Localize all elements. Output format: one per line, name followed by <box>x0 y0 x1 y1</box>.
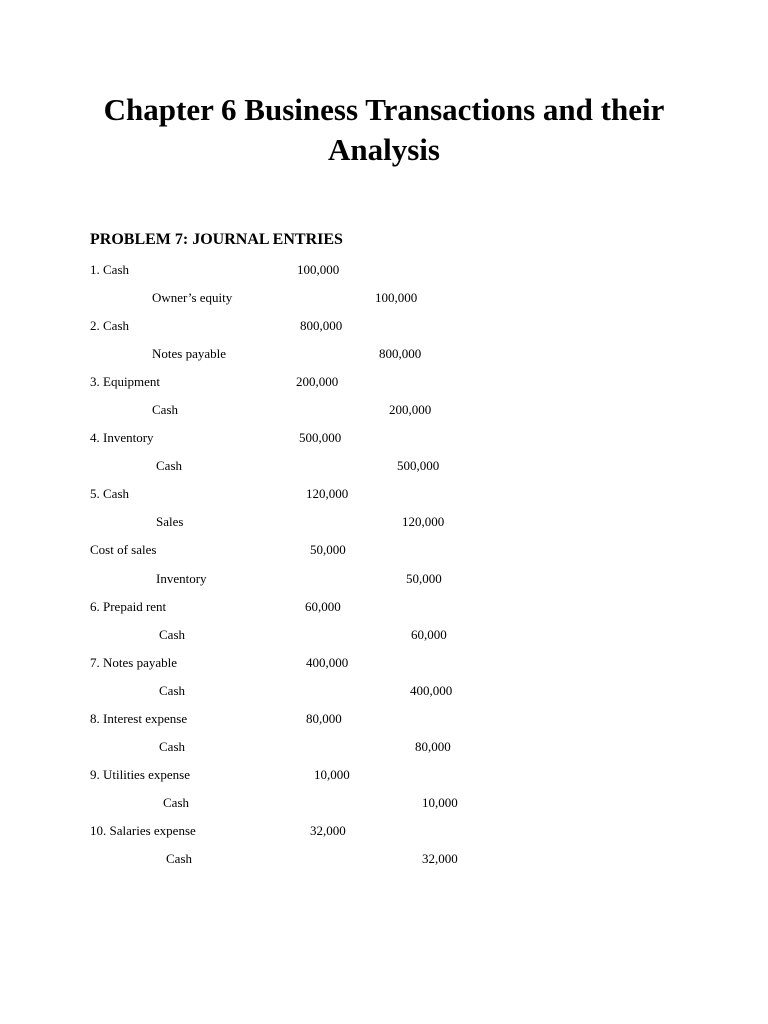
debit-account: 5. Cash <box>90 486 129 501</box>
debit-amount: 32,000 <box>310 823 346 838</box>
problem-heading: PROBLEM 7: JOURNAL ENTRIES <box>90 231 343 248</box>
credit-amount: 200,000 <box>389 402 432 417</box>
credit-amount: 60,000 <box>411 627 447 642</box>
credit-account: Cash <box>166 851 192 866</box>
credit-amount: 500,000 <box>397 458 440 473</box>
credit-amount: 120,000 <box>402 514 445 529</box>
credit-account: Owner’s equity <box>152 290 233 305</box>
debit-account: 9. Utilities expense <box>90 767 191 782</box>
debit-account: 10. Salaries expense <box>90 823 196 838</box>
debit-account: 7. Notes payable <box>90 655 178 670</box>
credit-amount: 400,000 <box>410 683 453 698</box>
debit-account: 4. Inventory <box>90 430 154 445</box>
debit-amount: 50,000 <box>310 542 346 557</box>
debit-amount: 60,000 <box>305 599 341 614</box>
credit-account: Notes payable <box>152 346 227 361</box>
credit-account: Cash <box>159 627 185 642</box>
debit-amount: 500,000 <box>299 430 342 445</box>
credit-amount: 100,000 <box>375 290 418 305</box>
debit-account: 2. Cash <box>90 318 129 333</box>
credit-amount: 50,000 <box>406 571 442 586</box>
debit-account: 3. Equipment <box>90 374 161 389</box>
debit-amount: 10,000 <box>314 767 350 782</box>
credit-amount: 800,000 <box>379 346 422 361</box>
debit-account: 6. Prepaid rent <box>90 599 167 614</box>
debit-amount: 800,000 <box>300 318 343 333</box>
credit-amount: 80,000 <box>415 739 451 754</box>
debit-amount: 200,000 <box>296 374 339 389</box>
credit-account: Sales <box>156 514 184 529</box>
credit-account: Cash <box>156 458 182 473</box>
debit-amount: 100,000 <box>297 262 340 277</box>
page-title: Chapter 6 Business Transactions and their Analysis <box>103 92 665 167</box>
debit-amount: 400,000 <box>306 655 349 670</box>
debit-account: 1. Cash <box>90 262 129 277</box>
debit-amount: 120,000 <box>306 486 349 501</box>
credit-amount: 32,000 <box>422 851 458 866</box>
credit-account: Cash <box>159 683 185 698</box>
credit-amount: 10,000 <box>422 795 458 810</box>
credit-account: Inventory <box>156 571 207 586</box>
debit-account: Cost of sales <box>90 542 157 557</box>
credit-account: Cash <box>159 739 185 754</box>
credit-account: Cash <box>163 795 189 810</box>
debit-account: 8. Interest expense <box>90 711 188 726</box>
debit-amount: 80,000 <box>306 711 342 726</box>
credit-account: Cash <box>152 402 178 417</box>
